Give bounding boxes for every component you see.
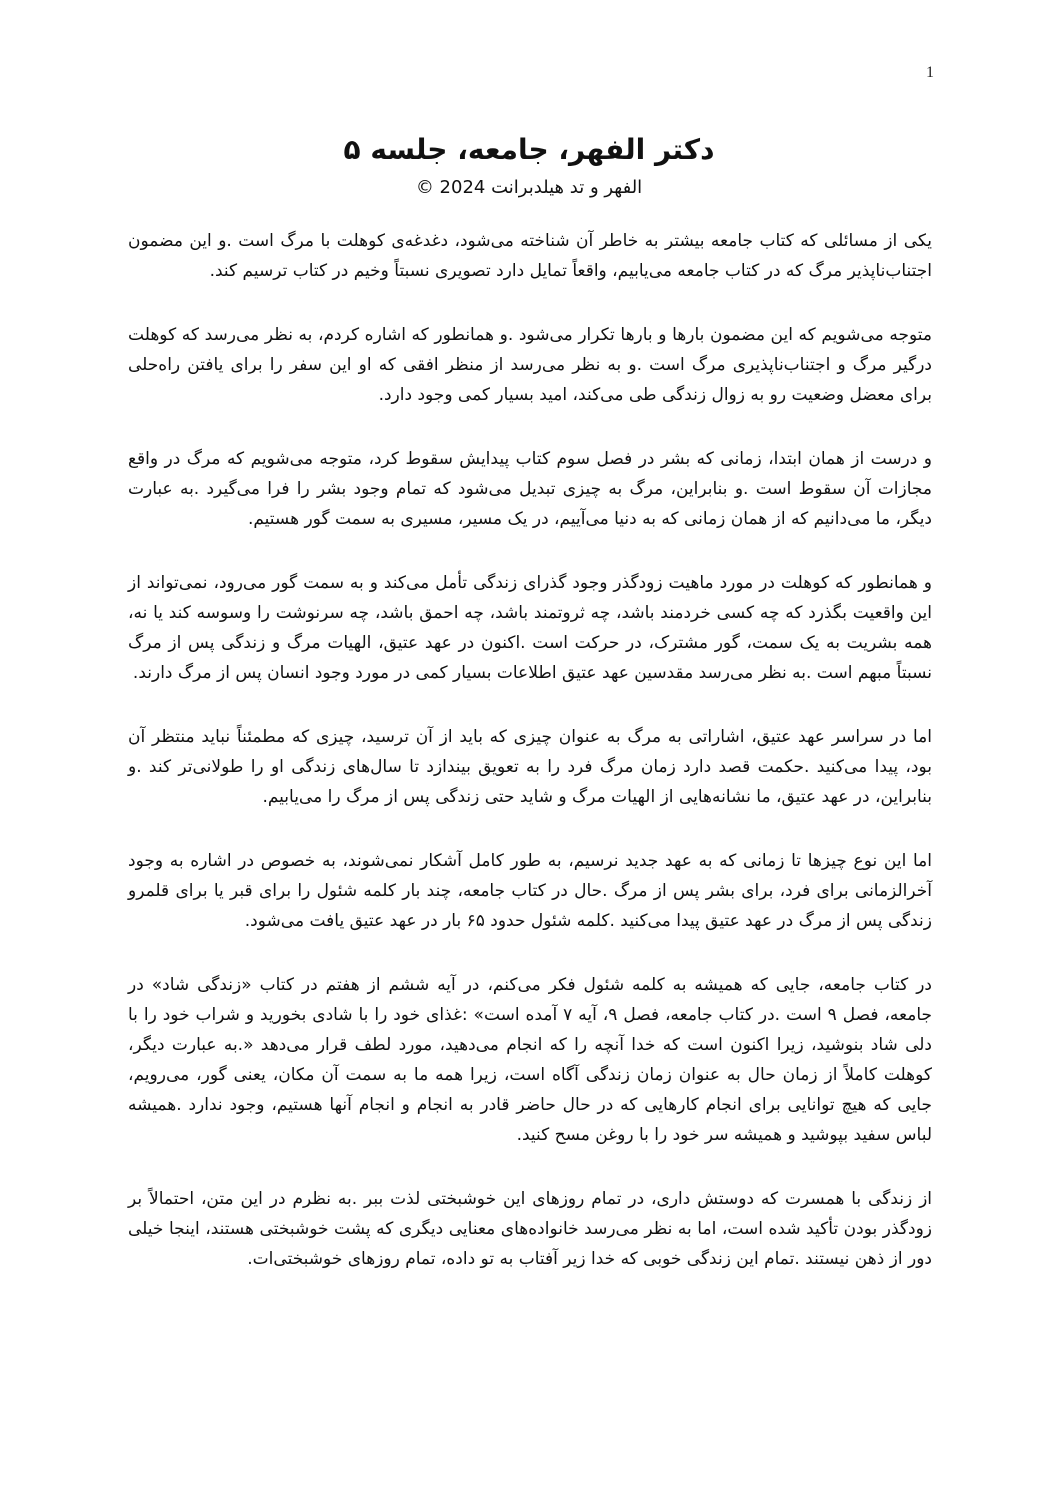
document-title: دکتر الفهر، جامعه، جلسه ۵ (343, 133, 715, 166)
paragraph-7: در کتاب جامعه، جایی که همیشه به کلمه شئول فکر می‌کنم، در آیه ششم از هفتم در کتاب «زندگی شاد» در جامعه، فصل ۹ است .در کتاب جامعه، فصل ۹، آیه ۷ آمده است» :غذای خود را با شادی بخورید و شراب خود را با دلی شاد بنوشید، زیرا اکنون است که خدا آنچه را که انجام می‌دهید، مورد لطف قرار می‌دهد «.به عبارت دیگر، کوهلت کاملاً از زمان حال به عنوان زمان زندگی آگاه است، زیرا همه ما به سمت آن مکان، یعنی گور، می‌رویم، جایی که هیچ توانایی برای انجام کارهایی که در حال حاضر قادر به انجام و انجام آنها هستیم، وجود ندارد .همیشه لباس سفید بپوشید و همیشه سر خود را با روغن مسح کنید. (128, 975, 933, 1145)
page-number: 1 (926, 64, 934, 81)
paragraph-5: اما در سراسر عهد عتیق، اشاراتی به مرگ به عنوان چیزی که باید از آن ترسید، چیزی که مطمئناً نباید منتظر آن بود، پیدا می‌کنید .حکمت قصد دارد زمان مرگ فرد را به تعویق بیندازد تا سال‌های زندگی او را طولانی‌تر کند .و بنابراین، در عهد عتیق، ما نشانه‌هایی از الهیات مرگ و شاید حتی زندگی پس از مرگ را می‌یابیم. (128, 727, 932, 807)
document-header (0, 128, 1058, 202)
copyright-line: الفهر و تد هیلدبرانت 2024 © (415, 177, 643, 198)
paragraph-6: اما این نوع چیزها تا زمانی که به عهد جدید نرسیم، به طور کامل آشکار نمی‌شوند، به خصوص در اشاره به وجود آخرالزمانی برای فرد، برای بشر پس از مرگ .حال در کتاب جامعه، چند بار کلمه شئول را برای قبر یا برای قلمرو زندگی پس از مرگ در عهد عتیق پیدا می‌کنید .کلمه شئول حدود ۶۵ بار در عهد عتیق یافت می‌شود. (128, 851, 932, 931)
paragraph-4: و همانطور که کوهلت در مورد ماهیت زودگذر وجود گذرای زندگی تأمل می‌کند و به سمت گور می‌رود، نمی‌تواند از این واقعیت بگذرد که چه کسی خردمند باشد، چه ثروتمند باشد، چه احمق باشد، چه سرنوشت را وسوسه کند یا نه، همه بشریت به یک سمت، گور مشترک، در حرکت است .اکنون در عهد عتیق، الهیات مرگ و زندگی پس از مرگ نسبتاً مبهم است .به نظر می‌رسد مقدسین عهد عتیق اطلاعات بسیار کمی در مورد وجود انسان پس از مرگ دارند. (128, 573, 932, 683)
paragraph-1: یکی از مسائلی که کتاب جامعه بیشتر به خاطر آن شناخته می‌شود، دغدغه‌ی کوهلت با مرگ است .و این مضمون اجتناب‌ناپذیر مرگ که در کتاب جامعه می‌یابیم، واقعاً تمایل دارد تصویری نسبتاً وخیم در کتاب ترسیم کند. (128, 231, 932, 281)
document-body (128, 226, 932, 1308)
paragraph-2: متوجه می‌شویم که این مضمون بارها و بارها تکرار می‌شود .و همانطور که اشاره کردم، به نظر می‌رسد که کوهلت درگیر مرگ و اجتناب‌ناپذیری مرگ است .و به نظر می‌رسد از منظر افقی که او این سفر را برای یافتن راه‌حلی برای معضل وضعیت رو به زوال زندگی طی می‌کند، امید بسیار کمی وجود دارد. (128, 325, 932, 405)
paragraph-8: از زندگی با همسرت که دوستش داری، در تمام روزهای این خوشبختی لذت ببر .به نظرم در این متن، احتمالاً بر زودگذر بودن تأکید شده است، اما به نظر می‌رسد خانواده‌های معنایی دیگری که پشت خوشبختی هستند، اینجا خیلی دور از ذهن نیستند .تمام این زندگی خوبی که خدا زیر آفتاب به تو داده، تمام روزهای خوشبختی‌ات. (128, 1189, 932, 1269)
paragraph-3: و درست از همان ابتدا، زمانی که بشر در فصل سوم کتاب پیدایش سقوط کرد، متوجه می‌شویم که مرگ در واقع مجازات آن سقوط است .و بنابراین، مرگ به چیزی تبدیل می‌شود که تمام وجود بشر را فرا می‌گیرد .به عبارت دیگر، ما می‌دانیم که از همان زمانی که به دنیا می‌آییم، در یک مسیر، مسیری به سمت گور هستیم. (128, 449, 932, 529)
